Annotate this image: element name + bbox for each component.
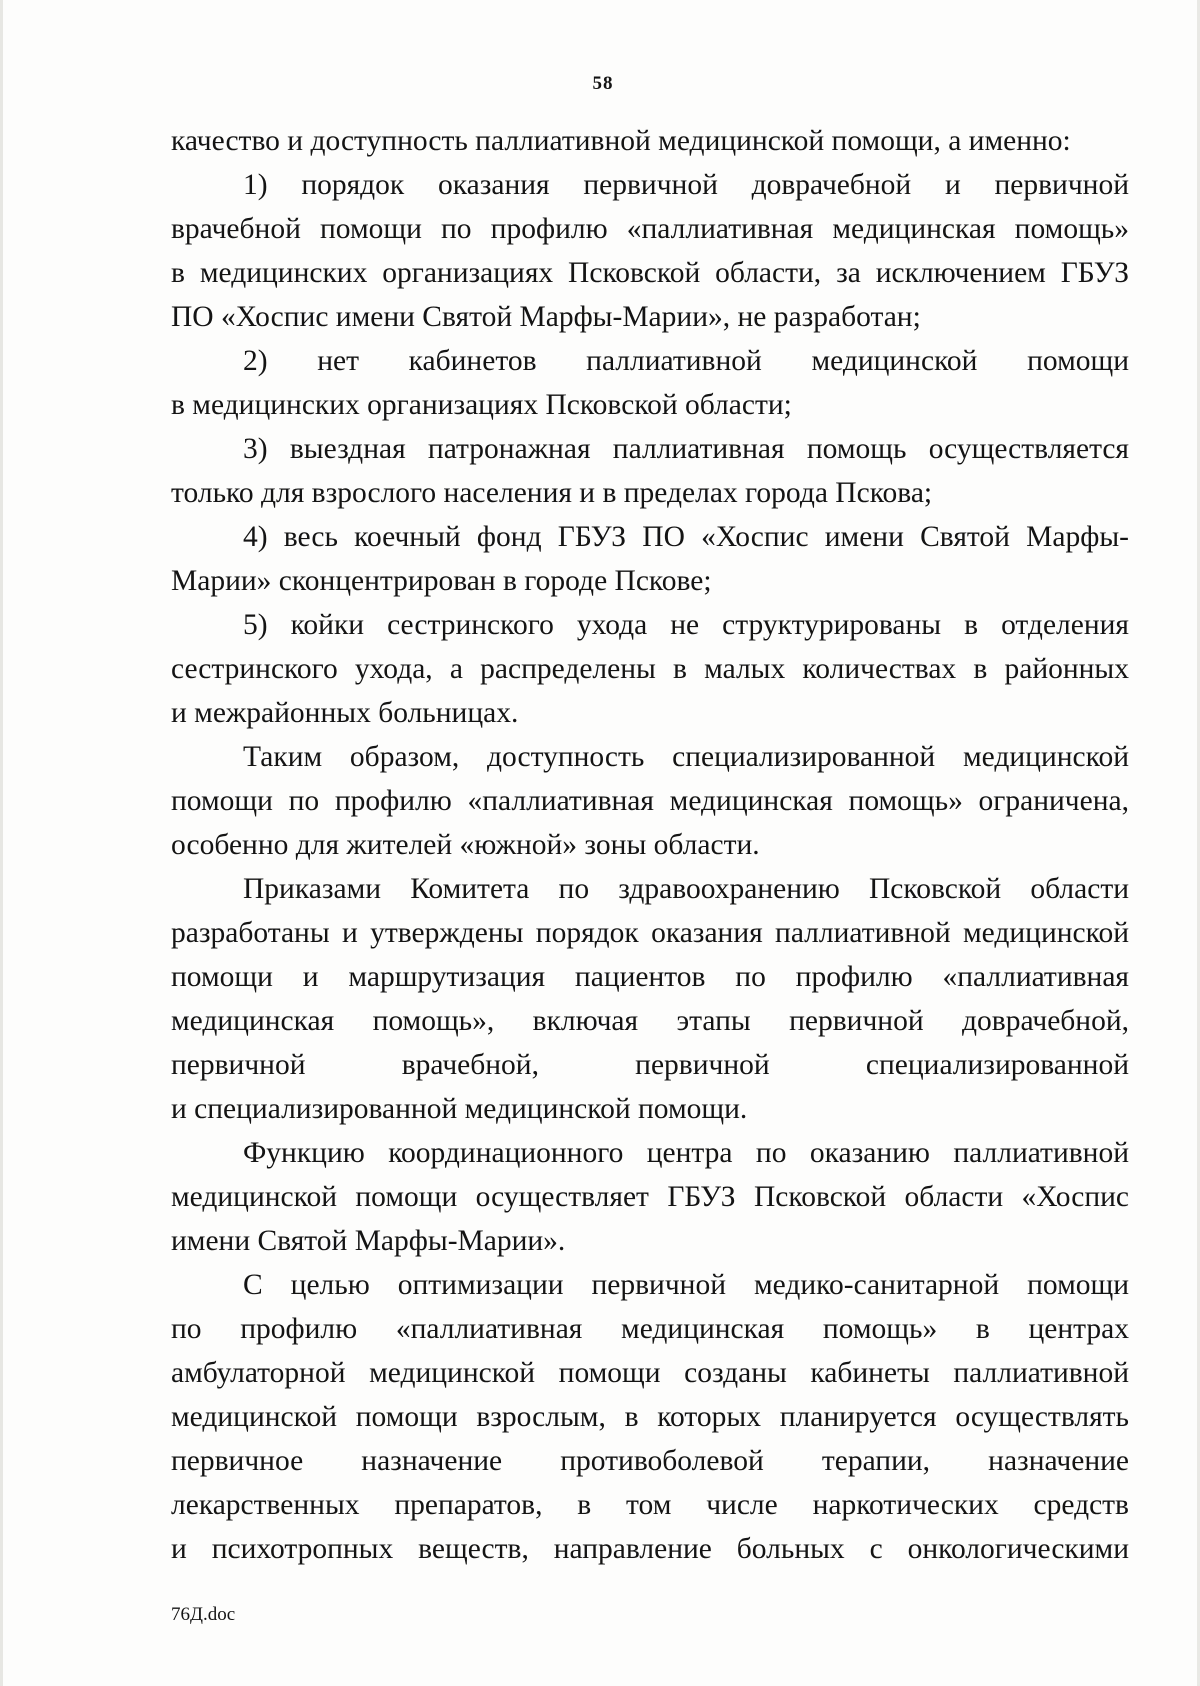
- text-line: по профилю «паллиативная медицинская помощь» в центрах: [171, 1313, 1129, 1345]
- text-line: помощи и маршрутизация пациентов по профилю «паллиативная: [171, 961, 1129, 993]
- text-line: качество и доступность паллиативной медицинской помощи, а именно:: [171, 125, 1071, 157]
- text-line: первичное назначение противоболевой терапии, назначение: [171, 1445, 1129, 1477]
- document-body: [171, 119, 1129, 1571]
- text-line: в медицинских организациях Псковской области, за исключением ГБУЗ: [171, 257, 1129, 289]
- text-line: амбулаторной медицинской помощи созданы кабинеты паллиативной: [171, 1357, 1129, 1389]
- text-line: особенно для жителей «южной» зоны области.: [171, 829, 760, 861]
- text-line: 1) порядок оказания первичной доврачебной и первичной: [243, 169, 1129, 201]
- text-line: ПО «Хоспис имени Святой Марфы-Марии», не разработан;: [171, 301, 921, 333]
- text-line: и межрайонных больницах.: [171, 697, 519, 729]
- text-line: только для взрослого населения и в пределах города Пскова;: [171, 477, 933, 509]
- text-line: Марии» сконцентрирован в городе Пскове;: [171, 565, 712, 597]
- text-line: первичной врачебной, первичной специализированной: [171, 1049, 1129, 1081]
- text-line: Таким образом, доступность специализированной медицинской: [243, 741, 1129, 773]
- text-line: Функцию координационного центра по оказанию паллиативной: [243, 1137, 1129, 1169]
- text-line: С целью оптимизации первичной медико-санитарной помощи: [243, 1269, 1129, 1301]
- text-line: медицинской помощи осуществляет ГБУЗ Псковской области «Хоспис: [171, 1181, 1129, 1213]
- text-line: разработаны и утверждены порядок оказания паллиативной медицинской: [171, 917, 1129, 949]
- text-line: 4) весь коечный фонд ГБУЗ ПО «Хоспис имени Святой Марфы-: [243, 521, 1129, 553]
- text-line: и специализированной медицинской помощи.: [171, 1093, 748, 1125]
- text-line: врачебной помощи по профилю «паллиативная медицинская помощь»: [171, 213, 1129, 245]
- text-line: 2) нет кабинетов паллиативной медицинской помощи: [243, 345, 1129, 377]
- text-line: и психотропных веществ, направление больных с онкологическими: [171, 1533, 1129, 1565]
- text-line: сестринского ухода, а распределены в малых количествах в районных: [171, 653, 1129, 685]
- text-line: помощи по профилю «паллиативная медицинская помощь» ограничена,: [171, 785, 1129, 817]
- footer-filename: 76Д.doc: [171, 1604, 236, 1625]
- page-number: 58: [592, 73, 614, 94]
- text-line: медицинская помощь», включая этапы первичной доврачебной,: [171, 1005, 1129, 1037]
- text-line: 5) койки сестринского ухода не структурированы в отделения: [243, 609, 1129, 641]
- text-line: 3) выездная патронажная паллиативная помощь осуществляется: [243, 433, 1129, 465]
- text-line: лекарственных препаратов, в том числе наркотических средств: [171, 1489, 1129, 1521]
- text-line: в медицинских организациях Псковской области;: [171, 389, 792, 421]
- text-line: Приказами Комитета по здравоохранению Псковской области: [243, 873, 1129, 905]
- text-line: медицинской помощи взрослым, в которых планируется осуществлять: [171, 1401, 1129, 1433]
- text-line: имени Святой Марфы-Марии».: [171, 1225, 566, 1257]
